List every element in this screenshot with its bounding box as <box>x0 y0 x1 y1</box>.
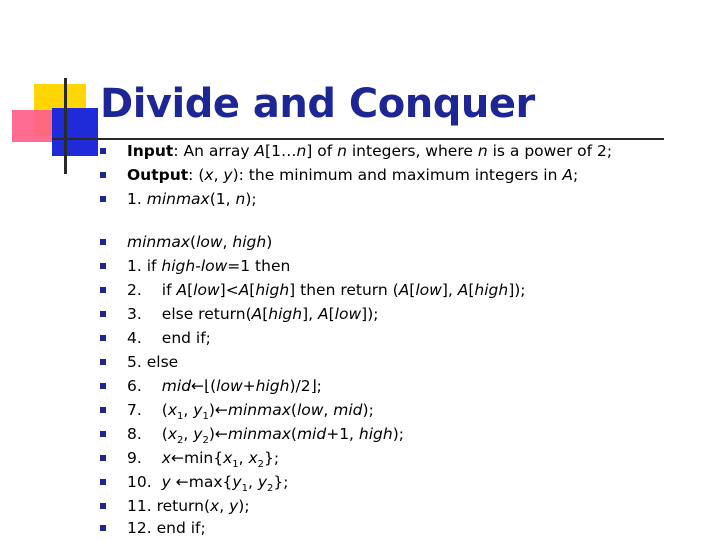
bullet-square-icon <box>100 287 106 293</box>
bullet-square-icon <box>100 263 106 269</box>
bullet-square-icon <box>100 148 106 154</box>
bullet-square-icon <box>100 407 106 413</box>
line-text: 10. y $\leftarrow\max\{y_1$, $y_2$}; <box>127 473 289 495</box>
bullet-square-icon <box>100 383 106 389</box>
line-text: 3. else return(A[high], A[low]); <box>127 305 379 323</box>
bullet-square-icon <box>100 479 106 485</box>
line-text: 2. if A[low]<A[high] then return (A[low], A[high]); <box>127 281 526 299</box>
line-text: 12. end if; <box>127 519 206 537</box>
line-text: Input: An array A[1…n] of n integers, where n is a power of 2; <box>127 142 613 160</box>
line-text: 4. end if; <box>127 329 211 347</box>
line-text: 11. return(x, y); <box>127 497 250 515</box>
slide-title: Divide and Conquer <box>100 81 535 127</box>
line-text: 9. $x\leftarrow\min\{x_1$, $x_2$}; <box>127 449 280 471</box>
bullet-square-icon <box>100 525 106 531</box>
bullet-square-icon <box>100 311 106 317</box>
bullet-square-icon <box>100 359 106 365</box>
line-text: 7. ($x_1$, $y_1)\leftarrow minmax(low$, mid); <box>127 401 374 423</box>
decor-vertical-rule <box>64 78 67 174</box>
line-text: minmax(low, high) <box>127 233 273 251</box>
line-text: 6. mid←⌊(low+high)/2⌋; <box>127 377 322 395</box>
line-text: 1. if high-low=1 then <box>127 257 291 275</box>
bullet-square-icon <box>100 431 106 437</box>
bullet-square-icon <box>100 196 106 202</box>
bullet-square-icon <box>100 455 106 461</box>
line-text: 5. else <box>127 353 179 371</box>
line-text: Output: (x, y): the minimum and maximum integers in A; <box>127 166 579 184</box>
line-text: 8. ($x_2$, $y_2)\leftarrow minmax(mid+1$, high); <box>127 425 404 447</box>
bullet-square-icon <box>100 335 106 341</box>
bullet-square-icon <box>100 239 106 245</box>
bullet-square-icon <box>100 503 106 509</box>
bullet-square-icon <box>100 172 106 178</box>
decor-blue-square <box>52 108 98 156</box>
line-text: 1. minmax(1, n); <box>127 190 257 208</box>
